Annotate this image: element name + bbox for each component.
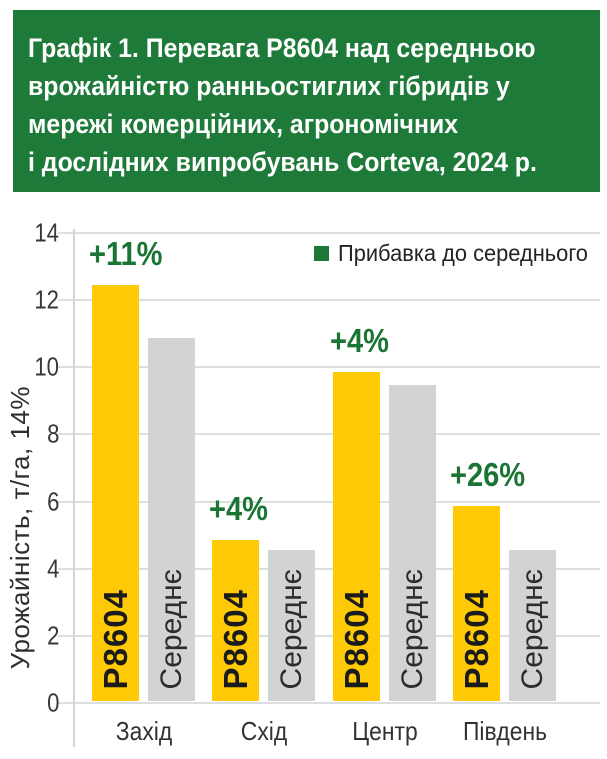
x-category-label: Південь (462, 716, 548, 746)
gain-annotation: +11% (89, 234, 163, 272)
bar-label-p8604: P8604 (96, 588, 134, 689)
y-tick-label: 12 (34, 284, 59, 315)
y-tick-label: 6 (46, 486, 59, 517)
x-category-label: Захід (115, 716, 173, 746)
bar-average (509, 550, 556, 701)
bar-label-p8604: P8604 (216, 588, 254, 689)
figure-title-line: Графік 1. Перевага P8604 над середньою (28, 33, 536, 63)
bar-label-p8604: P8604 (337, 588, 375, 689)
plot-area (34, 217, 600, 746)
bar-label-average: Середнє (274, 568, 308, 689)
bar-label-average: Середнє (154, 568, 188, 689)
bar-label-p8604: P8604 (457, 588, 495, 689)
legend-label: Прибавка до середнього (338, 240, 588, 266)
bar-label-average: Середнє (395, 568, 429, 689)
figure-title-line: врожайністю ранньостиглих гібридів у (28, 71, 510, 101)
gain-annotation: +4% (330, 322, 389, 359)
x-category-label: Центр (352, 716, 418, 746)
y-tick-label: 8 (46, 418, 59, 449)
figure-title-line: мережі комерційних, агрономічних (28, 109, 459, 139)
legend-swatch-icon (314, 246, 329, 261)
bar-group-skhid (209, 233, 316, 746)
bar-average (268, 550, 315, 701)
bar-average (389, 385, 436, 701)
y-axis-line (73, 229, 75, 747)
y-tick-label: 2 (46, 620, 59, 651)
y-axis-title: Урожайність, т/га, 14% (5, 386, 35, 670)
bar-label-average: Середнє (515, 568, 549, 689)
bar-group-tsentr (330, 233, 437, 746)
figure-title-line: і дослідних випробувань Corteva, 2024 р. (28, 147, 537, 177)
y-tick-label: 10 (34, 351, 59, 382)
y-tick-label: 0 (46, 687, 59, 718)
y-tick-label: 4 (46, 553, 59, 584)
gain-annotation: +4% (209, 489, 268, 527)
bar-p8604 (333, 372, 380, 701)
bar-group-pivden (450, 233, 557, 746)
bar-group-zakhid (89, 233, 196, 746)
gain-annotation: +26% (450, 456, 526, 494)
bar-p8604 (212, 540, 259, 701)
bar-average (148, 338, 195, 701)
x-category-label: Схід (240, 716, 288, 746)
bar-p8604 (453, 506, 500, 701)
bar-p8604 (92, 285, 139, 701)
y-tick-label: 14 (34, 217, 59, 248)
figure-title-banner (13, 10, 600, 192)
